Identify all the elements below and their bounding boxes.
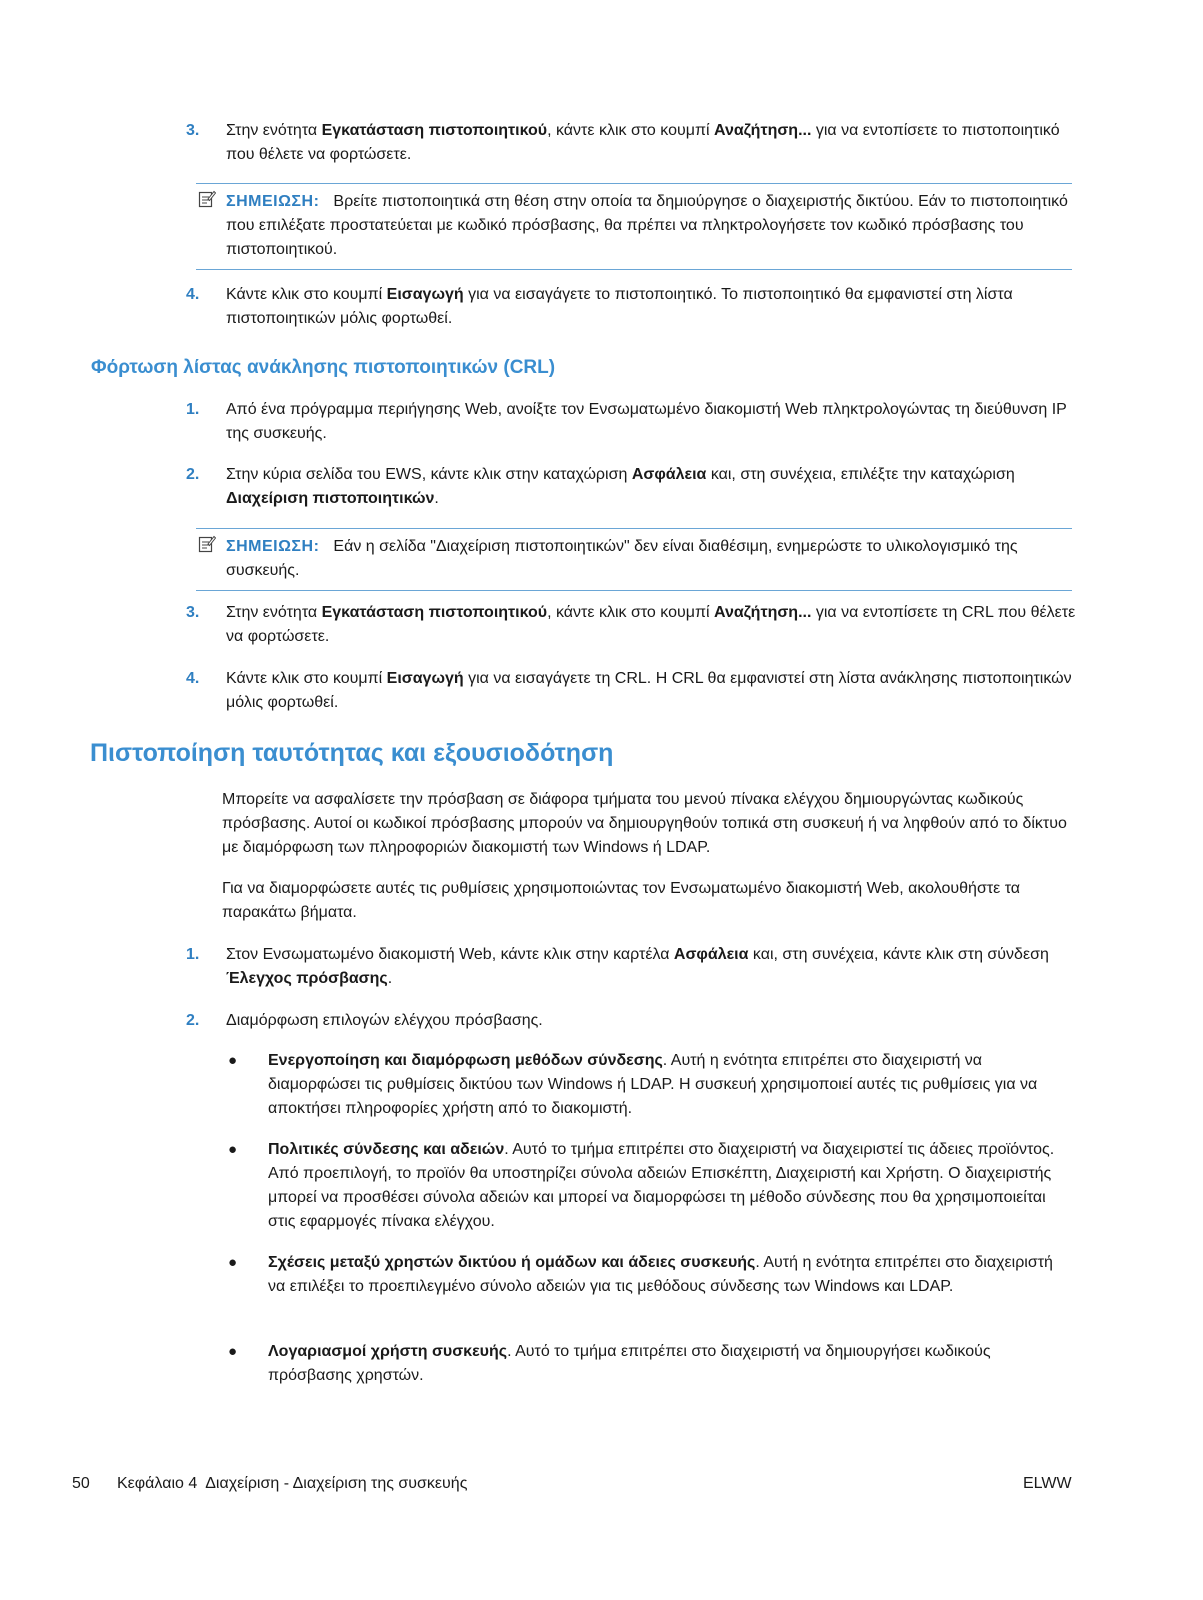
step-text: Από ένα πρόγραμμα περιήγησης Web, ανοίξτε τον Ενσωματωμένο διακομιστή Web πληκτρολογώντας τη διεύθυνση IP της συσκευής. — [226, 401, 1067, 442]
bullet-icon: ● — [228, 1343, 238, 1360]
step-text: Στην ενότητα Εγκατάσταση πιστοποιητικού, κάντε κλικ στο κουμπί Αναζήτηση... για να εντοπίσετε τη CRL που θέλετε να φορτώσετε. — [226, 604, 1076, 645]
document-code: ELWW — [1023, 1475, 1072, 1492]
step-number: 4. — [186, 286, 200, 303]
step-text: Διαμόρφωση επιλογών ελέγχου πρόσβασης. — [226, 1012, 543, 1029]
bullet-text: Ενεργοποίηση και διαμόρφωση μεθόδων σύνδεσης. Αυτή η ενότητα επιτρέπει στο διαχειριστή να διαμορφώσει τις ρυθμίσεις δικτύου των Windows ή LDAP. Η συσκευή χρησιμοποιεί αυτές τις ρυθμίσεις για να αποκτήσει πληροφορίες χρήστη από το διακομιστή. — [268, 1052, 1038, 1117]
step-number: 2. — [186, 1012, 200, 1029]
section-heading: Πιστοποίηση ταυτότητας και εξουσιοδότηση — [90, 739, 614, 767]
step-number: 4. — [186, 670, 200, 687]
bullet-icon: ● — [228, 1254, 238, 1271]
step-text: Στην κύρια σελίδα του EWS, κάντε κλικ στην καταχώριση Ασφάλεια και, στη συνέχεια, επιλέξτε την καταχώριση Διαχείριση πιστοποιητικών. — [226, 466, 1015, 507]
note-text: ΣΗΜΕΙΩΣΗ: Βρείτε πιστοποιητικά στη θέση στην οποία τα δημιούργησε ο διαχειριστής δικτύου. Εάν το πιστοποιητικό που επιλέξατε προστατεύεται με κωδικό πρόσβασης, θα πρέπει να πληκτρολογήσετε τον κωδικό πρόσβασης του πιστοποιητικού. — [226, 193, 1068, 258]
page-number: 50 — [72, 1475, 90, 1492]
section-heading: Φόρτωση λίστας ανάκλησης πιστοποιητικών (CRL) — [91, 357, 556, 378]
chapter-title: Κεφάλαιο 4 Διαχείριση - Διαχείριση της συσκευής — [117, 1475, 468, 1492]
step-text: Κάντε κλικ στο κουμπί Εισαγωγή για να εισαγάγετε τη CRL. Η CRL θα εμφανιστεί στη λίστα ανάκλησης πιστοποιητικών μόλις φορτωθεί. — [226, 670, 1072, 711]
note-pencil-icon — [198, 535, 216, 553]
step-number: 1. — [186, 946, 200, 963]
note-text: ΣΗΜΕΙΩΣΗ: Εάν η σελίδα "Διαχείριση πιστοποιητικών" δεν είναι διαθέσιμη, ενημερώστε το υλικολογισμικό της συσκευής. — [226, 538, 1018, 579]
note-pencil-icon — [198, 190, 216, 208]
note-box — [196, 183, 1072, 270]
bullet-text: Λογαριασμοί χρήστη συσκευής. Αυτό το τμήμα επιτρέπει στο διαχειριστή να δημιουργήσει κωδικούς πρόσβασης χρηστών. — [268, 1343, 991, 1384]
step-text: Στον Ενσωματωμένο διακομιστή Web, κάντε κλικ στην καρτέλα Ασφάλεια και, στη συνέχεια, κάντε κλικ στη σύνδεση Έλεγχος πρόσβασης. — [226, 946, 1049, 987]
bullet-text: Πολιτικές σύνδεσης και αδειών. Αυτό το τμήμα επιτρέπει στο διαχειριστή να διαχειριστεί τις άδειες προϊόντος. Από προεπιλογή, το προϊόν θα υποστηρίζει σύνολα αδειών Επισκέπτη, Διαχειριστή και Χρήστη. Ο διαχειριστής μπορεί να προσθέσει σύνολα αδειών και μπορεί να διαμορφώσει τη μέθοδο σύνδεσης που θα χρησιμοποιείται στις εφαρμογές πίνακα ελέγχου. — [268, 1141, 1055, 1230]
paragraph: Μπορείτε να ασφαλίσετε την πρόσβαση σε διάφορα τμήματα του μενού πίνακα ελέγχου δημιουργώντας κωδικούς πρόσβασης. Αυτοί οι κωδικοί πρόσβασης μπορούν να δημιουργηθούν τοπικά στη συσκευή ή να ληφθούν από το δίκτυο με διαμόρφωση των πληροφοριών διακομιστή των Windows ή LDAP. — [222, 791, 1067, 856]
step-text: Κάντε κλικ στο κουμπί Εισαγωγή για να εισαγάγετε το πιστοποιητικό. Το πιστοποιητικό θα εμφανιστεί στη λίστα πιστοποιητικών μόλις φορτωθεί. — [226, 286, 1013, 327]
step-number: 3. — [186, 604, 200, 621]
bullet-icon: ● — [228, 1141, 238, 1158]
step-text: Στην ενότητα Εγκατάσταση πιστοποιητικού, κάντε κλικ στο κουμπί Αναζήτηση... για να εντοπίσετε το πιστοποιητικό που θέλετε να φορτώσετε. — [226, 122, 1060, 163]
paragraph: Για να διαμορφώσετε αυτές τις ρυθμίσεις χρησιμοποιώντας τον Ενσωματωμένο διακομιστή Web, ακολουθήστε τα παρακάτω βήματα. — [222, 880, 1021, 921]
note-box — [196, 528, 1072, 591]
bullet-icon: ● — [228, 1052, 238, 1069]
step-number: 2. — [186, 466, 200, 483]
bullet-text: Σχέσεις μεταξύ χρηστών δικτύου ή ομάδων και άδειες συσκευής. Αυτή η ενότητα επιτρέπει στο διαχειριστή να επιλέξει το προεπιλεγμένο σύνολο αδειών για τις μεθόδους σύνδεσης των Windows και LDAP. — [268, 1254, 1053, 1295]
step-number: 3. — [186, 122, 200, 139]
step-number: 1. — [186, 401, 200, 418]
